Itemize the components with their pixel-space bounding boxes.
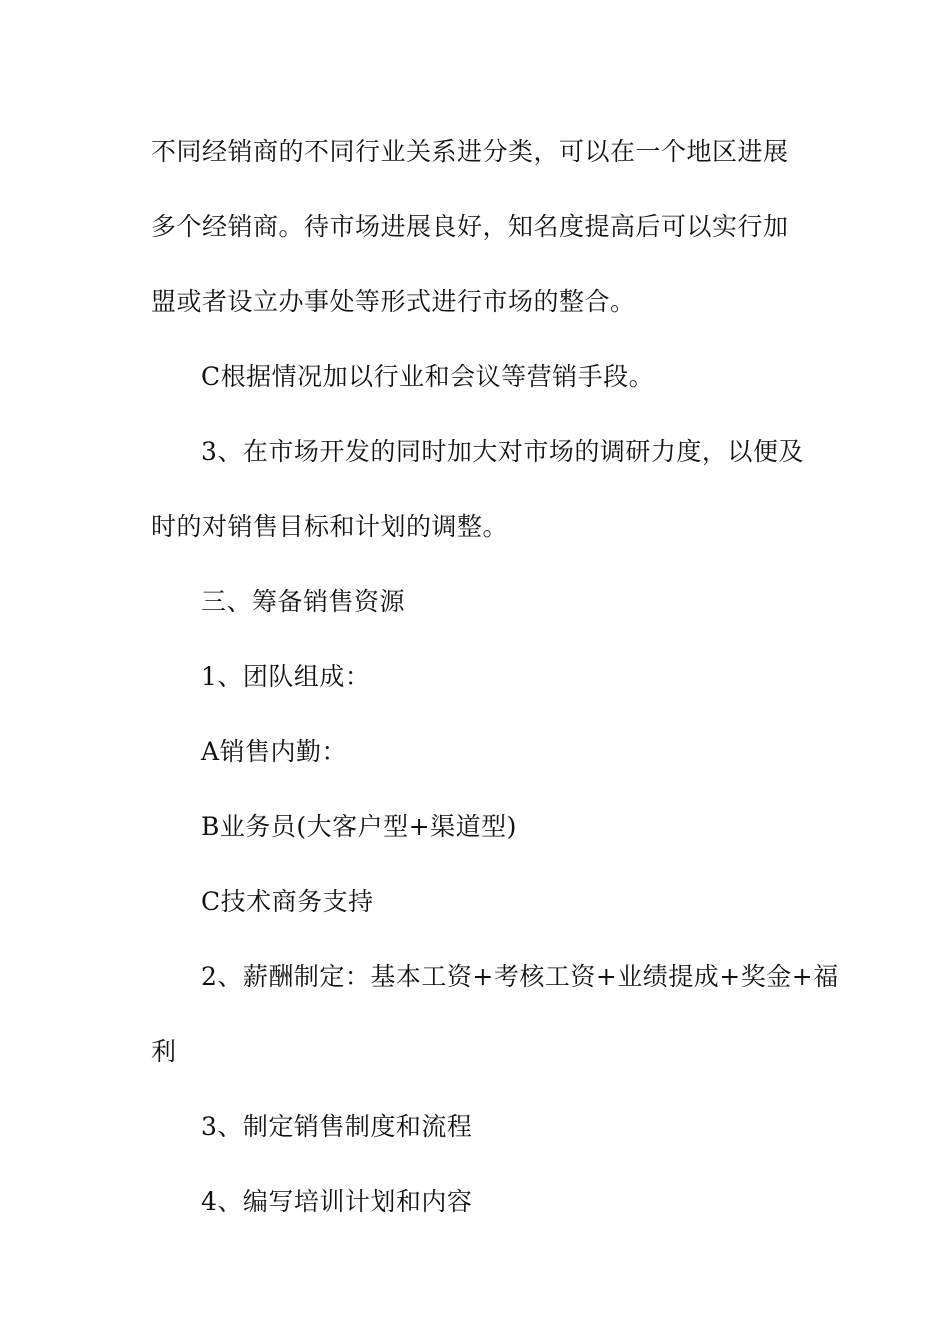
text-line: C根据情况加以行业和会议等营销手段。 xyxy=(201,362,655,391)
document-body xyxy=(151,114,839,1239)
text-line: 2、薪酬制定：基本工资+考核工资+业绩提成+奖金+福 xyxy=(201,962,839,991)
text-line: 不同经销商的不同行业关系进分类，可以在一个地区进展 xyxy=(151,137,789,166)
text-line: 3、制定销售制度和流程 xyxy=(201,1112,473,1141)
text-line: 多个经销商。待市场进展良好，知名度提高后可以实行加 xyxy=(151,212,789,241)
section-heading: 三、筹备销售资源 xyxy=(201,587,406,616)
text-line: 时的对销售目标和计划的调整。 xyxy=(151,512,509,541)
text-line: 4、编写培训计划和内容 xyxy=(201,1187,473,1216)
text-line: 3、在市场开发的同时加大对市场的调研力度，以便及 xyxy=(201,437,804,466)
text-line: B业务员(大客户型+渠道型) xyxy=(201,812,517,841)
text-line: A销售内勤： xyxy=(201,737,348,766)
text-line: 盟或者设立办事处等形式进行市场的整合。 xyxy=(151,287,636,316)
text-line: C技术商务支持 xyxy=(201,887,374,916)
text-line: 1、团队组成： xyxy=(201,662,371,691)
text-line: 利 xyxy=(151,1037,177,1066)
